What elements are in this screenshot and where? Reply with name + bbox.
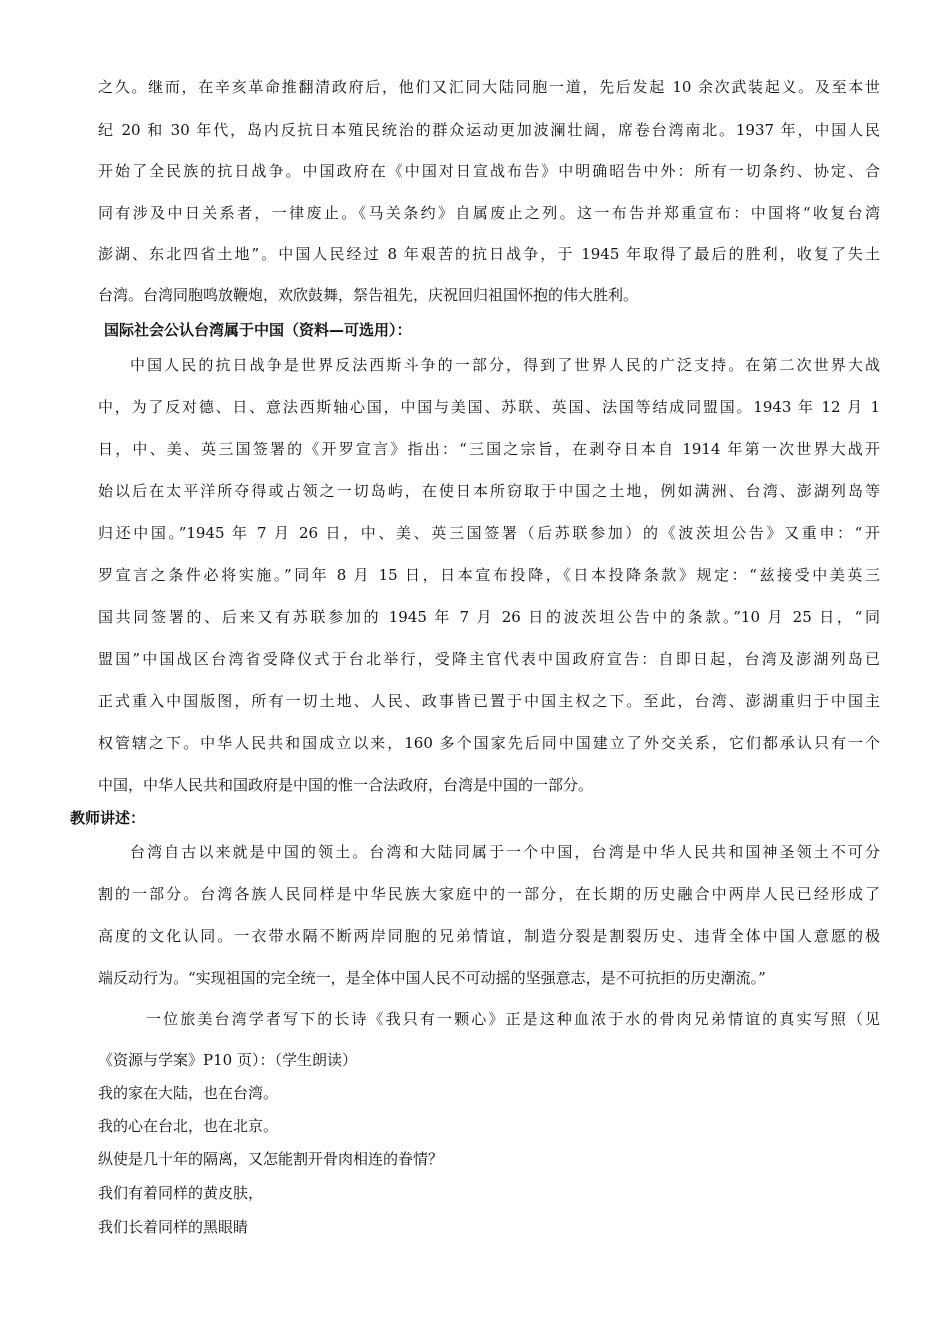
- text-line: 罗宣言之条件必将实施。”同年 8 月 15 日，日本宣布投降，《日本投降条款》规定：“兹接受中美英三: [98, 566, 880, 584]
- section-heading: 教师讲述：: [70, 809, 146, 827]
- poem-line: 我们有着同样的黄皮肤，: [98, 1184, 264, 1202]
- text-line: 日，中、美、英三国签署的《开罗宣言》指出：“三国之宗旨，在剥夺日本自 1914 年第一次世界大战开: [98, 440, 880, 458]
- text-line: 中，为了反对德、日、意法西斯轴心国，中国与美国、苏联、英国、法国等结成同盟国。1943 年 12 月 1: [98, 398, 880, 416]
- text-line: 归还中国。”1945 年 7 月 26 日，中、美、英三国签署（后苏联参加）的《波茨坦公告》又重申：“开: [98, 524, 880, 542]
- section-heading: 国际社会公认台湾属于中国（资料—可选用）：: [104, 321, 412, 339]
- text-line: 澎湖、东北四省土地”。中国人民经过 8 年艰苦的抗日战争，于 1945 年取得了最后的胜利，收复了失土: [98, 245, 880, 263]
- text-line: 国共同签署的、后来又有苏联参加的 1945 年 7 月 26 日的波茨坦公告中的条款。”10 月 25 日，“同: [98, 608, 880, 626]
- poem-line: 我的心在台北，也在北京。: [98, 1117, 279, 1135]
- poem-line: 我们长着同样的黑眼睛: [98, 1218, 249, 1236]
- text-line: 始以后在太平洋所夺得或占领之一切岛屿，在使日本所窃取于中国之土地，例如满洲、台湾、澎湖列岛等: [98, 482, 880, 500]
- text-line: 纪 20 和 30 年代，岛内反抗日本殖民统治的群众运动更加波澜壮阔，席卷台湾南北。1937 年，中国人民: [98, 121, 880, 139]
- text-line: 一位旅美台湾学者写下的长诗《我只有一颗心》正是这种血浓于水的骨肉兄弟情谊的真实写照（见: [146, 1010, 880, 1028]
- text-line: 台湾。台湾同胞鸣放鞭炮，欢欣鼓舞，祭告祖先，庆祝回归祖国怀抱的伟大胜利。: [98, 286, 639, 304]
- text-line: 同有涉及中日关系者，一律废止。《马关条约》自属废止之列。这一布告并郑重宣布：中国将“收复台湾: [98, 204, 880, 222]
- text-line: 台湾自古以来就是中国的领土。台湾和大陆同属于一个中国，台湾是中华人民共和国神圣领土不可分: [130, 843, 880, 861]
- text-line: 盟国”中国战区台湾省受降仪式于台北举行，受降主官代表中国政府宣告：自即日起，台湾及澎湖列岛已: [98, 650, 880, 668]
- poem-line: 纵使是几十年的隔离，又怎能割开骨肉相连的眷情？: [98, 1150, 444, 1168]
- text-line: 开始了全民族的抗日战争。中国政府在《中国对日宣战布告》中明确昭告中外：所有一切条约、协定、合: [98, 162, 880, 180]
- text-line: 中国人民的抗日战争是世界反法西斯斗争的一部分，得到了世界人民的广泛支持。在第二次世界大战: [130, 356, 880, 374]
- poem-line: 我的家在大陆，也在台湾。: [98, 1084, 279, 1102]
- text-line: 中国，中华人民共和国政府是中国的惟一合法政府，台湾是中国的一部分。: [98, 776, 594, 794]
- text-line: 正式重入中国版图，所有一切土地、人民、政事皆已置于中国主权之下。至此，台湾、澎湖重归于中国主: [98, 692, 880, 710]
- text-line: 端反动行为。“实现祖国的完全统一，是全体中国人民不可动摇的坚强意志，是不可抗拒的历史潮流。”: [98, 969, 766, 987]
- text-line: 《资源与学案》P10 页）：（学生朗读）: [98, 1051, 357, 1069]
- text-line: 高度的文化认同。一衣带水隔不断两岸同胞的兄弟情谊，制造分裂是割裂历史、违背全体中国人意愿的极: [98, 927, 880, 945]
- text-line: 割的一部分。台湾各族人民同样是中华民族大家庭中的一部分，在长期的历史融合中两岸人民已经形成了: [98, 885, 880, 903]
- text-line: 权管辖之下。中华人民共和国成立以来，160 多个国家先后同中国建立了外交关系，它们都承认只有一个: [98, 734, 880, 752]
- text-line: 之久。继而，在辛亥革命推翻清政府后，他们又汇同大陆同胞一道，先后发起 10 余次武装起义。及至本世: [98, 78, 880, 96]
